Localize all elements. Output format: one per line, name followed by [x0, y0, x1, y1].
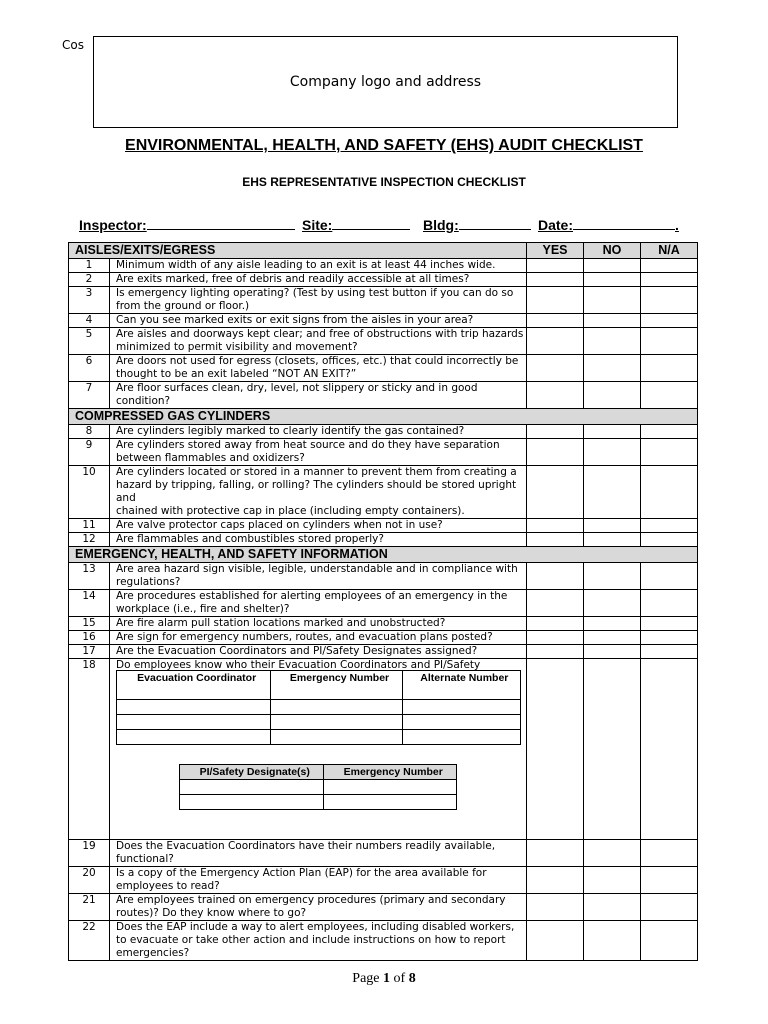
na-cell[interactable] [641, 439, 698, 466]
no-cell[interactable] [584, 563, 641, 590]
checklist-row [69, 921, 698, 961]
alternate-number-cell[interactable] [402, 730, 520, 745]
yes-cell[interactable] [527, 563, 584, 590]
item-number: 13 [69, 563, 110, 590]
yes-cell[interactable] [527, 273, 584, 287]
na-cell[interactable] [641, 519, 698, 533]
column-header-no: NO [584, 243, 641, 259]
na-cell[interactable] [641, 617, 698, 631]
no-cell[interactable] [584, 533, 641, 547]
item-number: 10 [69, 466, 110, 519]
yes-cell[interactable] [527, 259, 584, 273]
total-page-number: 8 [408, 971, 416, 986]
item-number: 15 [69, 617, 110, 631]
checklist-row [69, 563, 698, 590]
item-number: 20 [69, 867, 110, 894]
checklist-row [69, 590, 698, 617]
section-title: EMERGENCY, HEALTH, AND SAFETY INFORMATION [69, 547, 698, 563]
item-number: 3 [69, 287, 110, 314]
item-text: Are aisles and doorways kept clear; and free of obstructions with trip hazards minimized to permit visibility and movement? [110, 328, 527, 355]
section-title: AISLES/EXITS/EGRESS [69, 243, 527, 259]
no-cell[interactable] [584, 894, 641, 921]
no-cell[interactable] [584, 355, 641, 382]
section-header-row [69, 409, 698, 425]
coordinator-header-cell: Alternate Number [402, 671, 520, 700]
na-cell[interactable] [641, 382, 698, 409]
no-cell[interactable] [584, 659, 641, 840]
date-field[interactable] [538, 215, 679, 233]
inspector-field[interactable] [79, 215, 295, 233]
item-text: Is a copy of the Emergency Action Plan (EAP) for the area available for employees to read? [110, 867, 527, 894]
item-number: 19 [69, 840, 110, 867]
item-number: 18 [69, 659, 110, 840]
site-field[interactable] [302, 215, 410, 233]
designate-table [179, 764, 457, 810]
yes-cell[interactable] [527, 590, 584, 617]
designate-header-cell: PI/Safety Designate(s) [180, 765, 324, 780]
designate-table-header [180, 765, 457, 780]
coordinator-cell[interactable] [117, 700, 271, 715]
column-header-yes: YES [527, 243, 584, 259]
item-text: Are exits marked, free of debris and readily accessible at all times? [110, 273, 527, 287]
yes-cell[interactable] [527, 382, 584, 409]
item-text: Are cylinders legibly marked to clearly identify the gas contained? [110, 425, 527, 439]
item-number: 11 [69, 519, 110, 533]
item-text: Are fire alarm pull station locations marked and unobstructed? [110, 617, 527, 631]
no-cell[interactable] [584, 259, 641, 273]
na-cell[interactable] [641, 314, 698, 328]
checklist-row [69, 287, 698, 314]
no-cell[interactable] [584, 921, 641, 961]
no-cell[interactable] [584, 425, 641, 439]
yes-cell[interactable] [527, 921, 584, 961]
item-number: 8 [69, 425, 110, 439]
na-cell[interactable] [641, 590, 698, 617]
checklist-row [69, 659, 698, 840]
section-title: COMPRESSED GAS CYLINDERS [69, 409, 698, 425]
bldg-label: Bldg: [423, 217, 459, 233]
logo-placeholder-box [93, 36, 678, 128]
item-text: Are floor surfaces clean, dry, level, not slippery or sticky and in good condition? [110, 382, 527, 409]
yes-cell[interactable] [527, 631, 584, 645]
section-header-row [69, 243, 698, 259]
cos-text: Cos [62, 38, 84, 52]
column-header-na: N/A [641, 243, 698, 259]
item-number: 1 [69, 259, 110, 273]
item-number: 12 [69, 533, 110, 547]
item-number: 4 [69, 314, 110, 328]
yes-cell[interactable] [527, 314, 584, 328]
coordinator-cell[interactable] [117, 730, 271, 745]
designate-header-cell: Emergency Number [324, 765, 457, 780]
no-cell[interactable] [584, 631, 641, 645]
designate-number-cell[interactable] [324, 795, 457, 810]
yes-cell[interactable] [527, 659, 584, 840]
na-cell[interactable] [641, 425, 698, 439]
item-number: 17 [69, 645, 110, 659]
no-cell[interactable] [584, 273, 641, 287]
item-text: Does the EAP include a way to alert employees, including disabled workers, to evacuate or take other action and include instructions on how to report emergencies? [110, 921, 527, 961]
section-header-row [69, 547, 698, 563]
na-cell[interactable] [641, 259, 698, 273]
item-text: Are employees trained on emergency procedures (primary and secondary routes)? Do they know where to go? [110, 894, 527, 921]
na-cell[interactable] [641, 867, 698, 894]
na-cell[interactable] [641, 840, 698, 867]
coordinator-cell[interactable] [117, 715, 271, 730]
item-text: Do employees know who their Evacuation Coordinators and PI/Safety [116, 659, 481, 671]
checklist-row [69, 840, 698, 867]
yes-cell[interactable] [527, 867, 584, 894]
no-cell[interactable] [584, 617, 641, 631]
item-number: 6 [69, 355, 110, 382]
coordinator-table-header [117, 671, 521, 700]
checklist-row [69, 314, 698, 328]
designate-number-cell[interactable] [324, 780, 457, 795]
emergency-number-cell[interactable] [271, 700, 402, 715]
item-text: Is emergency lighting operating? (Test by using test button if you can do so from the ground or floor.) [110, 287, 527, 314]
yes-cell[interactable] [527, 617, 584, 631]
yes-cell[interactable] [527, 287, 584, 314]
item-number: 2 [69, 273, 110, 287]
na-cell[interactable] [641, 355, 698, 382]
emergency-number-cell[interactable] [271, 715, 402, 730]
item-text: Are area hazard sign visible, legible, understandable and in compliance with regulations? [110, 563, 527, 590]
coordinator-table-row [117, 700, 521, 715]
yes-cell[interactable] [527, 519, 584, 533]
checklist-row [69, 259, 698, 273]
checklist-row [69, 867, 698, 894]
checklist-row [69, 355, 698, 382]
of-word: of [393, 971, 406, 986]
na-cell[interactable] [641, 921, 698, 961]
checklist-row [69, 328, 698, 355]
no-cell[interactable] [584, 840, 641, 867]
yes-cell[interactable] [527, 645, 584, 659]
item-text: Minimum width of any aisle leading to an exit is at least 44 inches wide. [110, 259, 527, 273]
page-word: Page [352, 971, 380, 986]
item-number: 7 [69, 382, 110, 409]
na-cell[interactable] [641, 631, 698, 645]
no-cell[interactable] [584, 645, 641, 659]
checklist-row [69, 631, 698, 645]
date-blank[interactable] [573, 215, 675, 230]
na-cell[interactable] [641, 645, 698, 659]
designate-table-row [180, 780, 457, 795]
na-cell[interactable] [641, 533, 698, 547]
date-label: Date: [538, 217, 574, 233]
yes-cell[interactable] [527, 328, 584, 355]
logo-placeholder-text: Company logo and address [289, 74, 482, 90]
alternate-number-cell[interactable] [402, 715, 520, 730]
item-text: Are doors not used for egress (closets, offices, etc.) that could incorrectly be thought to be an exit labeled “NOT AN EXIT?” [110, 355, 527, 382]
item-number: 22 [69, 921, 110, 961]
item-text: Are cylinders located or stored in a manner to prevent them from creating a hazard by tripping, falling, or rolling? The cylinders should be stored upright and chained with protective cap in place (including empty containers). [110, 466, 527, 519]
checklist-table [68, 242, 698, 961]
coordinator-table [116, 670, 521, 745]
checklist-row [69, 439, 698, 466]
checklist-row [69, 645, 698, 659]
inspector-label: Inspector: [79, 217, 147, 233]
na-cell[interactable] [641, 273, 698, 287]
designate-cell[interactable] [180, 795, 324, 810]
checklist-row [69, 533, 698, 547]
na-cell[interactable] [641, 659, 698, 840]
yes-cell[interactable] [527, 894, 584, 921]
checklist-row [69, 273, 698, 287]
page-footer [0, 971, 768, 987]
no-cell[interactable] [584, 287, 641, 314]
item-cell-with-tables [110, 659, 527, 840]
item-text: Can you see marked exits or exit signs from the aisles in your area? [110, 314, 527, 328]
site-label: Site: [302, 217, 333, 233]
no-cell[interactable] [584, 867, 641, 894]
item-text: Are sign for emergency numbers, routes, and evacuation plans posted? [110, 631, 527, 645]
na-cell[interactable] [641, 466, 698, 519]
no-cell[interactable] [584, 382, 641, 409]
checklist-row [69, 466, 698, 519]
document-subtitle: EHS REPRESENTATIVE INSPECTION CHECKLIST [242, 175, 526, 189]
yes-cell[interactable] [527, 533, 584, 547]
item-text: Are valve protector caps placed on cylinders when not in use? [110, 519, 527, 533]
coordinator-table-row [117, 715, 521, 730]
item-number: 16 [69, 631, 110, 645]
document-title: ENVIRONMENTAL, HEALTH, AND SAFETY (EHS) AUDIT CHECKLIST [125, 137, 643, 154]
alternate-number-cell[interactable] [402, 700, 520, 715]
yes-cell[interactable] [527, 355, 584, 382]
item-number: 21 [69, 894, 110, 921]
no-cell[interactable] [584, 590, 641, 617]
item-text: Are cylinders stored away from heat source and do they have separation between flammables and oxidizers? [110, 439, 527, 466]
yes-cell[interactable] [527, 439, 584, 466]
designate-cell[interactable] [180, 780, 324, 795]
checklist-row [69, 425, 698, 439]
item-text: Are the Evacuation Coordinators and PI/Safety Designates assigned? [110, 645, 527, 659]
emergency-number-cell[interactable] [271, 730, 402, 745]
checklist-row [69, 519, 698, 533]
inspector-blank[interactable] [147, 215, 295, 230]
item-text: Are procedures established for alerting employees of an emergency in the workplace (i.e., fire and shelter)? [110, 590, 527, 617]
coordinator-header-cell: Emergency Number [271, 671, 402, 700]
na-cell[interactable] [641, 563, 698, 590]
checklist-row [69, 894, 698, 921]
coordinator-table-row [117, 730, 521, 745]
designate-table-row [180, 795, 457, 810]
no-cell[interactable] [584, 328, 641, 355]
no-cell[interactable] [584, 439, 641, 466]
item-text: Does the Evacuation Coordinators have their numbers readily available, functional? [110, 840, 527, 867]
coordinator-header-cell: Evacuation Coordinator [117, 671, 271, 700]
date-end-mark: . [675, 217, 679, 233]
yes-cell[interactable] [527, 425, 584, 439]
no-cell[interactable] [584, 519, 641, 533]
bldg-blank[interactable] [459, 215, 531, 230]
bldg-field[interactable] [423, 215, 531, 233]
na-cell[interactable] [641, 328, 698, 355]
site-blank[interactable] [332, 215, 410, 230]
item-number: 14 [69, 590, 110, 617]
checklist-row [69, 382, 698, 409]
na-cell[interactable] [641, 894, 698, 921]
yes-cell[interactable] [527, 466, 584, 519]
item-number: 5 [69, 328, 110, 355]
no-cell[interactable] [584, 466, 641, 519]
current-page-number: 1 [383, 971, 391, 986]
no-cell[interactable] [584, 314, 641, 328]
item-text: Are flammables and combustibles stored properly? [110, 533, 527, 547]
item-number: 9 [69, 439, 110, 466]
checklist-row [69, 617, 698, 631]
na-cell[interactable] [641, 287, 698, 314]
yes-cell[interactable] [527, 840, 584, 867]
